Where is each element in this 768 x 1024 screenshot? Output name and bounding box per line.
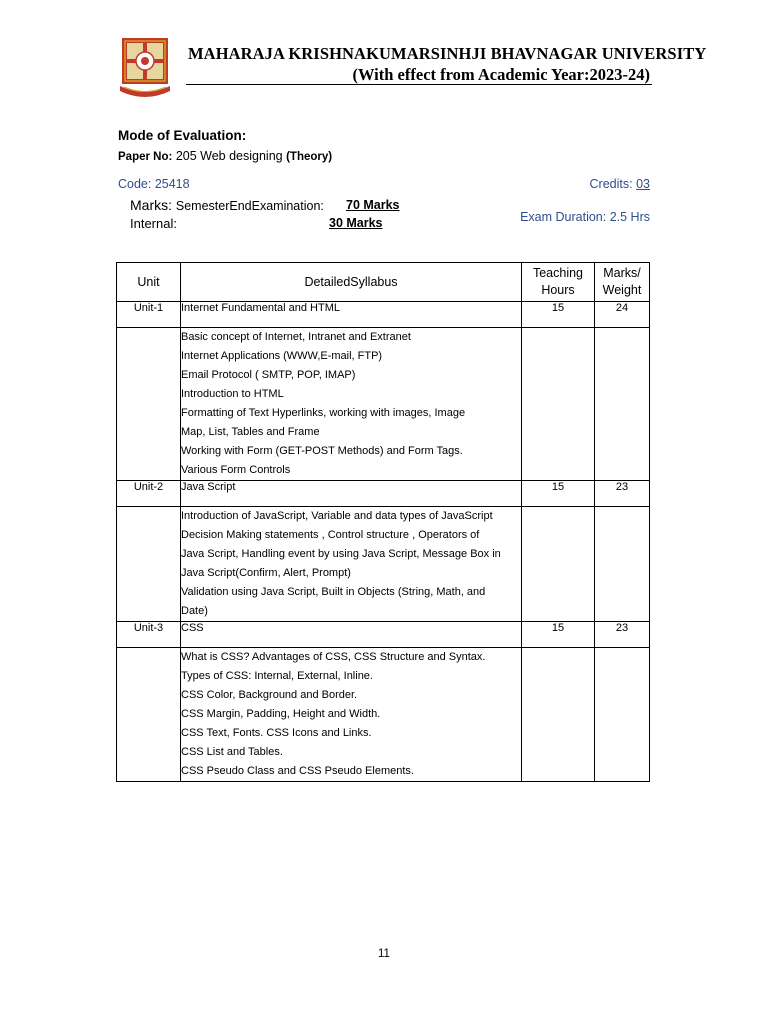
exam-duration: Exam Duration: 2.5 Hrs — [520, 210, 650, 224]
unit-title: CSS — [181, 622, 522, 648]
unit-cell: Unit-1 — [117, 302, 181, 328]
topic-line: Various Form Controls — [181, 464, 291, 476]
unit-title: Java Script — [181, 481, 522, 507]
header-teaching-hours: Teaching Hours — [522, 263, 595, 302]
table-header-row — [117, 263, 650, 302]
unit-weight: 24 — [595, 302, 650, 328]
course-code: Code: 25418 — [118, 177, 190, 191]
credits — [590, 177, 650, 191]
empty-cell — [522, 648, 595, 782]
topic-line: CSS Pseudo Class and CSS Pseudo Elements. — [181, 765, 414, 777]
semester-marks: 70 Marks — [346, 198, 400, 212]
paper-title: 205 Web designing — [175, 149, 283, 163]
table-row — [117, 622, 650, 648]
unit-topics — [181, 648, 522, 782]
topic-line: CSS Text, Fonts. CSS Icons and Links. — [181, 727, 372, 739]
academic-year: (With effect from Academic Year:2023-24) — [352, 65, 650, 84]
topic-line: Decision Making statements , Control structure , Operators of — [181, 529, 480, 541]
marks-label: Marks: — [130, 197, 172, 213]
empty-cell — [117, 507, 181, 622]
topic-line: Working with Form (GET-POST Methods) and Form Tags. — [181, 445, 463, 457]
topic-line: CSS List and Tables. — [181, 746, 283, 758]
semester-label: SemesterEndExamination: — [175, 199, 324, 213]
paper-label: Paper No: — [118, 151, 173, 163]
empty-cell — [595, 507, 650, 622]
topic-line: Validation using Java Script, Built in Objects (String, Math, and — [181, 586, 486, 598]
header-syllabus: DetailedSyllabus — [181, 263, 522, 302]
unit-weight: 23 — [595, 481, 650, 507]
credits-label: Credits: — [589, 177, 633, 191]
unit-title: Internet Fundamental and HTML — [181, 302, 522, 328]
empty-cell — [522, 507, 595, 622]
page-number: 11 — [378, 948, 390, 960]
table-row — [117, 648, 650, 782]
unit-hours: 15 — [522, 302, 595, 328]
topic-line: CSS Margin, Padding, Height and Width. — [181, 708, 381, 720]
topic-line: Types of CSS: Internal, External, Inline. — [181, 670, 373, 682]
topic-line: CSS Color, Background and Border. — [181, 689, 358, 701]
empty-cell — [522, 328, 595, 481]
paper-line — [118, 149, 332, 163]
topic-line: Java Script(Confirm, Alert, Prompt) — [181, 567, 351, 579]
paper-type: (Theory) — [286, 151, 333, 163]
topic-line: Basic concept of Internet, Intranet and Extranet — [181, 331, 411, 343]
topic-line: Formatting of Text Hyperlinks, working with images, Image — [181, 407, 466, 419]
unit-cell: Unit-3 — [117, 622, 181, 648]
topic-line: Date) — [181, 605, 208, 617]
unit-hours: 15 — [522, 622, 595, 648]
topic-line: Email Protocol ( SMTP, POP, IMAP) — [181, 369, 356, 381]
university-name: MAHARAJA KRISHNAKUMARSINHJI BHAVNAGAR UNIVERSITY — [188, 44, 707, 63]
empty-cell — [117, 328, 181, 481]
topic-line: Introduction of JavaScript, Variable and data types of JavaScript — [181, 510, 493, 522]
table-row — [117, 302, 650, 328]
empty-cell — [595, 648, 650, 782]
table-row — [117, 328, 650, 481]
table-row — [117, 507, 650, 622]
unit-cell: Unit-2 — [117, 481, 181, 507]
marks-line — [130, 197, 400, 213]
topic-line: Java Script, Handling event by using Java Script, Message Box in — [181, 548, 501, 560]
header-unit: Unit — [117, 263, 181, 302]
unit-topics — [181, 507, 522, 622]
syllabus-table — [116, 262, 650, 782]
topic-line: Introduction to HTML — [181, 388, 284, 400]
header-marks-weight: Marks/ Weight — [595, 263, 650, 302]
empty-cell — [117, 648, 181, 782]
topic-line: Internet Applications (WWW,E-mail, FTP) — [181, 350, 383, 362]
topic-line: What is CSS? Advantages of CSS, CSS Structure and Syntax. — [181, 651, 486, 663]
empty-cell — [595, 328, 650, 481]
mode-of-evaluation-heading: Mode of Evaluation: — [118, 128, 247, 143]
credits-value: 03 — [636, 177, 650, 191]
unit-hours: 15 — [522, 481, 595, 507]
internal-marks: 30 Marks — [329, 216, 383, 230]
table-row — [117, 481, 650, 507]
unit-weight: 23 — [595, 622, 650, 648]
university-logo — [116, 36, 174, 98]
header-divider — [186, 84, 652, 85]
unit-topics — [181, 328, 522, 481]
internal-label: Internal: — [130, 216, 177, 231]
topic-line: Map, List, Tables and Frame — [181, 426, 320, 438]
